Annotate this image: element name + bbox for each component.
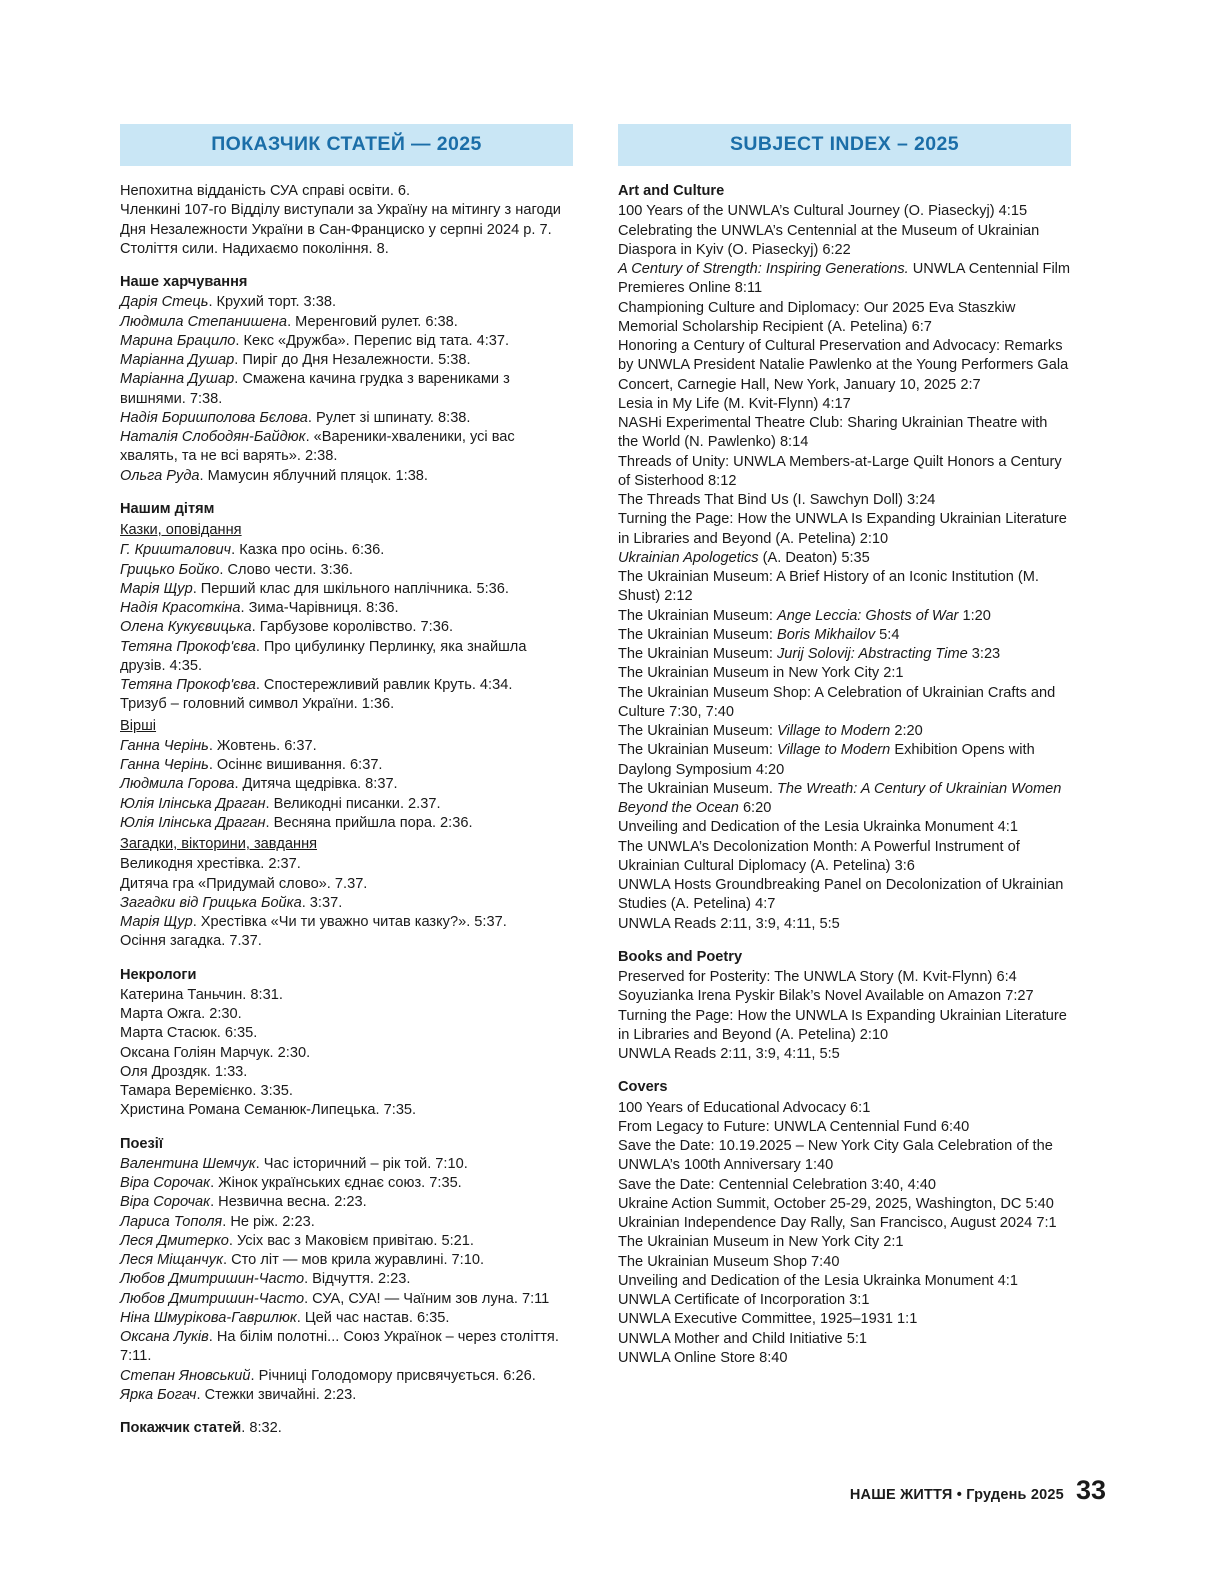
index-entry: Непохитна відданість СУА справі освіти. 6. [120, 183, 411, 199]
index-entry: The Ukrainian Museum in New York City 2:1 [618, 665, 904, 682]
index-entry: Великодня хрестівка. 2:37. [120, 856, 301, 873]
index-entry: UNWLA Mother and Child Initiative 5:1 [618, 1330, 868, 1347]
index-entry: Celebrating the UNWLA’s Centennial at the Museum of Ukrainian Diaspora in Kyiv (O. Piaseckyj) 6:22 [618, 222, 1040, 258]
index-entry: Осіння загадка. 7.37. [120, 933, 262, 950]
entry-title-italic: Village to Modern [776, 742, 891, 759]
entry-author: Ганна Черінь [120, 757, 209, 773]
left-column-header: ПОКАЗЧИК СТАТЕЙ — 2025 [120, 124, 573, 166]
index-entry: Любов Дмитришин-Часто. Відчуття. 2:23. [120, 1271, 411, 1288]
index-entry: Тетяна Прокоф'єва. Спостережливий равлик Круть. 4:34. [120, 677, 513, 693]
index-entry: Христина Романа Семанюк-Липецька. 7:35. [120, 1102, 417, 1119]
entry-author: Тетяна Прокоф'єва [120, 677, 256, 693]
index-entry: From Legacy to Future: UNWLA Centennial Fund 6:40 [618, 1118, 970, 1135]
index-entry: Людмила Степанишена. Меренговий рулет. 6:38. [120, 313, 458, 330]
entry-author: Любов Дмитришин-Часто [120, 1290, 305, 1307]
index-entry: Дарія Стець. Крухий торт. 3:38. [120, 294, 337, 311]
index-entry: The Ukrainian Museum: Village to Modern 2:20 [618, 723, 923, 739]
page-footer [850, 1475, 1106, 1506]
index-entry: Надія Красоткіна. Зима-Чарівниця. 8:36. [120, 600, 399, 616]
index-entry: The Ukrainian Museum: Village to Modern Exhibition Opens with Daylong Symposium 4:20 [618, 742, 1035, 778]
index-entry: Unveiling and Dedication of the Lesia Ukrainka Monument 4:1 [618, 1272, 1018, 1289]
index-columns [120, 124, 1072, 1438]
index-entry: Валентина Шемчук. Час історичний – рік той. 7:10. [120, 1155, 468, 1172]
index-entry: The Ukrainian Museum Shop: A Celebration of Ukrainian Crafts and Culture 7:30, 7:40 [618, 684, 1056, 720]
index-section-title: Нашим дітям [120, 500, 215, 517]
entry-author: Людмила Горова [120, 776, 235, 793]
entry-title-italic: Ange Leccia: Ghosts of War [776, 607, 959, 624]
index-entry: Ольга Руда. Мамусин яблучний пляцок. 1:38. [120, 467, 428, 484]
entry-author: Оксана Луків [120, 1329, 209, 1345]
index-entry: Віра Сорочак. Жінок українських єднає союз. 7:35. [120, 1175, 462, 1191]
entry-author: Лариса Тополя [120, 1213, 223, 1230]
index-entry: 100 Years of Educational Advocacy 6:1 [618, 1099, 871, 1116]
index-entry: Наталія Слободян-Байдюк. «Вареники-хваленики, усі вас хвалять, та не всі варять». 2:38. [120, 429, 515, 465]
closing-label: Покажчик статей [120, 1420, 242, 1436]
index-entry: Маріанна Душар. Пиріг до Дня Незалежности. 5:38. [120, 352, 471, 368]
left-column-body [120, 182, 573, 1438]
index-entry: A Century of Strength: Inspiring Generations. UNWLA Centennial Film Premieres Online 8:11 [618, 261, 1071, 297]
index-entry: Марія Щур. Перший клас для шкільного наплічника. 5:36. [120, 580, 509, 597]
entry-author: Надія Красоткіна [120, 600, 241, 616]
index-entry: Надія Боришполова Бєлова. Рулет зі шпинату. 8:38. [120, 409, 471, 426]
spacer [120, 1405, 573, 1419]
index-section-title: Books and Poetry [618, 948, 743, 965]
index-subsection-title: Вірші [120, 717, 157, 734]
index-entry: Юлія Ілінська Драган. Весняна прийшла пора. 2:36. [120, 814, 473, 831]
index-section-title: Наше харчування [120, 274, 248, 290]
entry-title-italic: Boris Mikhailov [776, 626, 876, 643]
index-entry: Тамара Веремієнко. 3:35. [120, 1083, 293, 1099]
index-entry: Save the Date: 10.19.2025 – New York City Gala Celebration of the UNWLA’s 100th Anniversary 1:40 [618, 1138, 1053, 1174]
index-entry: Ганна Черінь. Жовтень. 6:37. [120, 737, 317, 754]
entry-author: Маріанна Душар [120, 352, 235, 368]
entry-author: Валентина Шемчук [120, 1155, 256, 1172]
index-entry: Turning the Page: How the UNWLA Is Expanding Ukrainian Literature in Libraries and Beyond (A. Petelina) 2:10 [618, 511, 1067, 547]
index-entry: Threads of Unity: UNWLA Members-at-Large Quilt Honors a Century of Sisterhood 8:12 [618, 453, 1062, 489]
index-entry: Ukrainian Independence Day Rally, San Francisco, August 2024 7:1 [618, 1215, 1057, 1231]
entry-author: Степан Яновський [120, 1367, 251, 1384]
index-entry: Ukraine Action Summit, October 25-29, 2025, Washington, DC 5:40 [618, 1195, 1054, 1212]
index-entry: The Ukrainian Museum. The Wreath: A Century of Ukrainian Women Beyond the Ocean 6:20 [618, 780, 1062, 816]
index-entry: Оксана Голіян Марчук. 2:30. [120, 1044, 311, 1061]
entry-author: Наталія Слободян-Байдюк [120, 429, 306, 445]
entry-author: Ніна Шмурікова-Гаврилюк [120, 1309, 297, 1326]
index-entry: Юлія Ілінська Драган. Великодні писанки. 2.37. [120, 795, 441, 812]
index-entry: Championing Culture and Diplomacy: Our 2025 Eva Staszkiw Memorial Scholarship Recipient (A. Petelina) 6:7 [618, 299, 1016, 335]
entry-author: Маріанна Душар [120, 371, 235, 388]
entry-author: Г. Кришталович [120, 542, 232, 559]
index-section-title: Art and Culture [618, 183, 725, 199]
index-entry: 100 Years of the UNWLA’s Cultural Journey (O. Piaseckyj) 4:15 [618, 203, 1028, 220]
right-column-body [618, 182, 1071, 1368]
entry-author: Віра Сорочак [120, 1194, 211, 1211]
index-entry: Марта Ожга. 2:30. [120, 1006, 242, 1022]
entry-title-italic: Village to Modern [776, 723, 891, 739]
index-entry: UNWLA Executive Committee, 1925–1931 1:1 [618, 1311, 918, 1328]
index-entry: Ніна Шмурікова-Гаврилюк. Цей час настав. 6:35. [120, 1309, 450, 1326]
index-entry: Віра Сорочак. Незвична весна. 2:23. [120, 1194, 367, 1211]
entry-author: Грицько Бойко [120, 561, 220, 578]
footer-publication: НАШЕ ЖИТТЯ • Грудень 2025 [849, 1487, 1064, 1503]
index-entry: Оксана Луків. На білім полотні... Союз Українок – через століття. 7:11. [120, 1329, 559, 1365]
index-entry: Unveiling and Dedication of the Lesia Ukrainka Monument 4:1 [618, 819, 1018, 836]
entry-author: Леся Міщанчук [120, 1252, 223, 1268]
index-section-title: Covers [618, 1079, 668, 1096]
entry-author: Людмила Степанишена [120, 313, 288, 330]
index-entry: Любов Дмитришин-Часто. СУА, СУА! — Чаїним зов луна. 7:11 [120, 1290, 550, 1307]
index-entry: Ганна Черінь. Осіннє вишивання. 6:37. [120, 757, 383, 773]
right-column-header: SUBJECT INDEX – 2025 [618, 124, 1071, 166]
entry-author: Любов Дмитришин-Часто [120, 1271, 305, 1288]
index-entry: Turning the Page: How the UNWLA Is Expanding Ukrainian Literature in Libraries and Beyond (A. Petelina) 2:10 [618, 1007, 1067, 1043]
entry-author: Юлія Ілінська Драган [120, 795, 266, 812]
index-closing-entry: Покажчик статей. 8:32. [120, 1420, 282, 1436]
index-entry: Маріанна Душар. Смажена качина грудка з варениками з вишнями. 7:38. [120, 371, 510, 407]
index-entry: Г. Кришталович. Казка про осінь. 6:36. [120, 542, 385, 559]
index-entry: Лариса Тополя. Не ріж. 2:23. [120, 1213, 315, 1230]
entry-author: Віра Сорочак [120, 1175, 211, 1191]
entry-author: Марина Брацило [120, 332, 236, 349]
index-entry: Століття сили. Надихаємо покоління. 8. [120, 240, 389, 257]
index-entry: Степан Яновський. Річниці Голодомору присвячується. 6:26. [120, 1367, 536, 1384]
index-entry: Катерина Таньчин. 8:31. [120, 986, 283, 1003]
index-entry: Lesia in My Life (M. Kvit-Flynn) 4:17 [618, 395, 851, 412]
entry-author: Тетяна Прокоф'єва [120, 638, 256, 655]
index-section-title: Поезії [120, 1135, 163, 1152]
index-entry: Леся Міщанчук. Сто літ — мов крила журавлині. 7:10. [120, 1252, 485, 1268]
index-entry: The Ukrainian Museum: Boris Mikhailov 5:4 [618, 626, 900, 643]
index-entry: The Ukrainian Museum: Ange Leccia: Ghosts of War 1:20 [618, 607, 991, 624]
entry-author: Загадки від Грицька Бойка [120, 894, 302, 911]
index-entry: Марина Брацило. Кекс «Дружба». Перепис від тата. 4:37. [120, 332, 510, 349]
index-entry: Save the Date: Centennial Celebration 3:40, 4:40 [618, 1176, 937, 1193]
entry-author: Олена Кукуєвицька [120, 619, 252, 636]
entry-author: Леся Дмитерко [120, 1232, 229, 1249]
index-entry: The UNWLA’s Decolonization Month: A Powerful Instrument of Ukrainian Cultural Diplomacy (A. Petelina) 3:6 [618, 838, 1020, 874]
index-entry: The Ukrainian Museum Shop 7:40 [618, 1253, 840, 1270]
index-entry: The Ukrainian Museum in New York City 2:1 [618, 1234, 904, 1251]
entry-title-italic: Ukrainian Apologetics [618, 549, 759, 566]
index-entry: Загадки від Грицька Бойка. 3:37. [120, 894, 343, 911]
entry-author: Юлія Ілінська Драган [120, 814, 266, 831]
index-entry: Soyuzianka Irena Pyskir Bilak’s Novel Available on Amazon 7:27 [618, 988, 1034, 1005]
index-entry: UNWLA Reads 2:11, 3:9, 4:11, 5:5 [618, 1046, 840, 1062]
index-entry: Тетяна Прокоф'єва. Про цибулинку Перлинку, яка знайшла друзів. 4:35. [120, 638, 527, 674]
index-entry: Дитяча гра «Придумай слово». 7.37. [120, 875, 368, 892]
index-entry: Ukrainian Apologetics (A. Deaton) 5:35 [618, 549, 870, 566]
index-subsection-title: Загадки, вікторини, завдання [120, 836, 318, 852]
index-entry: The Threads That Bind Us (I. Sawchyn Doll) 3:24 [618, 492, 936, 508]
index-entry: Оля Дроздяк. 1:33. [120, 1063, 248, 1080]
index-subsection-title: Казки, оповідання [120, 522, 242, 538]
index-entry: UNWLA Reads 2:11, 3:9, 4:11, 5:5 [618, 915, 840, 932]
index-entry: Леся Дмитерко. Усіх вас з Маковієм привітаю. 5:21. [120, 1232, 474, 1249]
index-entry: Preserved for Posterity: The UNWLA Story (M. Kvit-Flynn) 6:4 [618, 969, 1017, 985]
entry-author: Надія Боришполова Бєлова [120, 409, 308, 426]
entry-author: Дарія Стець [120, 294, 209, 311]
index-entry: UNWLA Hosts Groundbreaking Panel on Decolonization of Ukrainian Studies (A. Petelina) 4:7 [618, 877, 1064, 913]
index-entry: Олена Кукуєвицька. Гарбузове королівство. 7:36. [120, 619, 453, 636]
left-column [120, 124, 573, 1438]
entry-author: Ярка Богач [120, 1386, 197, 1403]
index-entry: Марія Щур. Хрестівка «Чи ти уважно читав казку?». 5:37. [120, 914, 507, 930]
entry-author: Ганна Черінь [120, 737, 209, 754]
entry-title-italic: Jurij Solovij: Abstracting Time [776, 646, 968, 662]
index-entry: Людмила Горова. Дитяча щедрівка. 8:37. [120, 776, 398, 793]
index-entry: Грицько Бойко. Слово чести. 3:36. [120, 561, 353, 578]
index-entry: The Ukrainian Museum: A Brief History of an Iconic Institution (M. Shust) 2:12 [618, 569, 1039, 605]
index-entry: UNWLA Certificate of Incorporation 3:1 [618, 1292, 870, 1308]
index-entry: Honoring a Century of Cultural Preservation and Advocacy: Remarks by UNWLA President Natalie Pawlenko at the Young Performers Gala Concert, Carnegie Hall, New York, January 10, 2025 2:7 [618, 338, 1069, 393]
index-entry: Марта Стасюк. 6:35. [120, 1025, 258, 1042]
index-entry: The Ukrainian Museum: Jurij Solovij: Abstracting Time 3:23 [618, 646, 1001, 662]
entry-title-italic: The Wreath: A Century of Ukrainian Women Beyond the Ocean [618, 780, 1062, 816]
right-column [618, 124, 1071, 1438]
entry-title-italic: A Century of Strength: Inspiring Generations. [618, 261, 909, 277]
index-entry: Членкині 107-го Відділу виступали за Україну на мітингу з нагоди Дня Незалежности України в Сан-Франциско у серпні 2024 р. 7. [120, 202, 561, 238]
index-entry: UNWLA Online Store 8:40 [618, 1349, 788, 1366]
index-entry: NASHi Experimental Theatre Club: Sharing Ukrainian Theatre with the World (N. Pawlenko) 8:14 [618, 415, 1048, 451]
entry-author: Марія Щур [120, 580, 193, 597]
entry-author: Ольга Руда [120, 467, 200, 484]
index-entry: Ярка Богач. Стежки звичайні. 2:23. [120, 1386, 357, 1403]
entry-author: Марія Щур [120, 914, 193, 930]
index-section-title: Некрологи [120, 966, 197, 983]
footer-page-number: 33 [1075, 1475, 1106, 1505]
index-entry: Тризуб – головний символ України. 1:36. [120, 696, 395, 713]
